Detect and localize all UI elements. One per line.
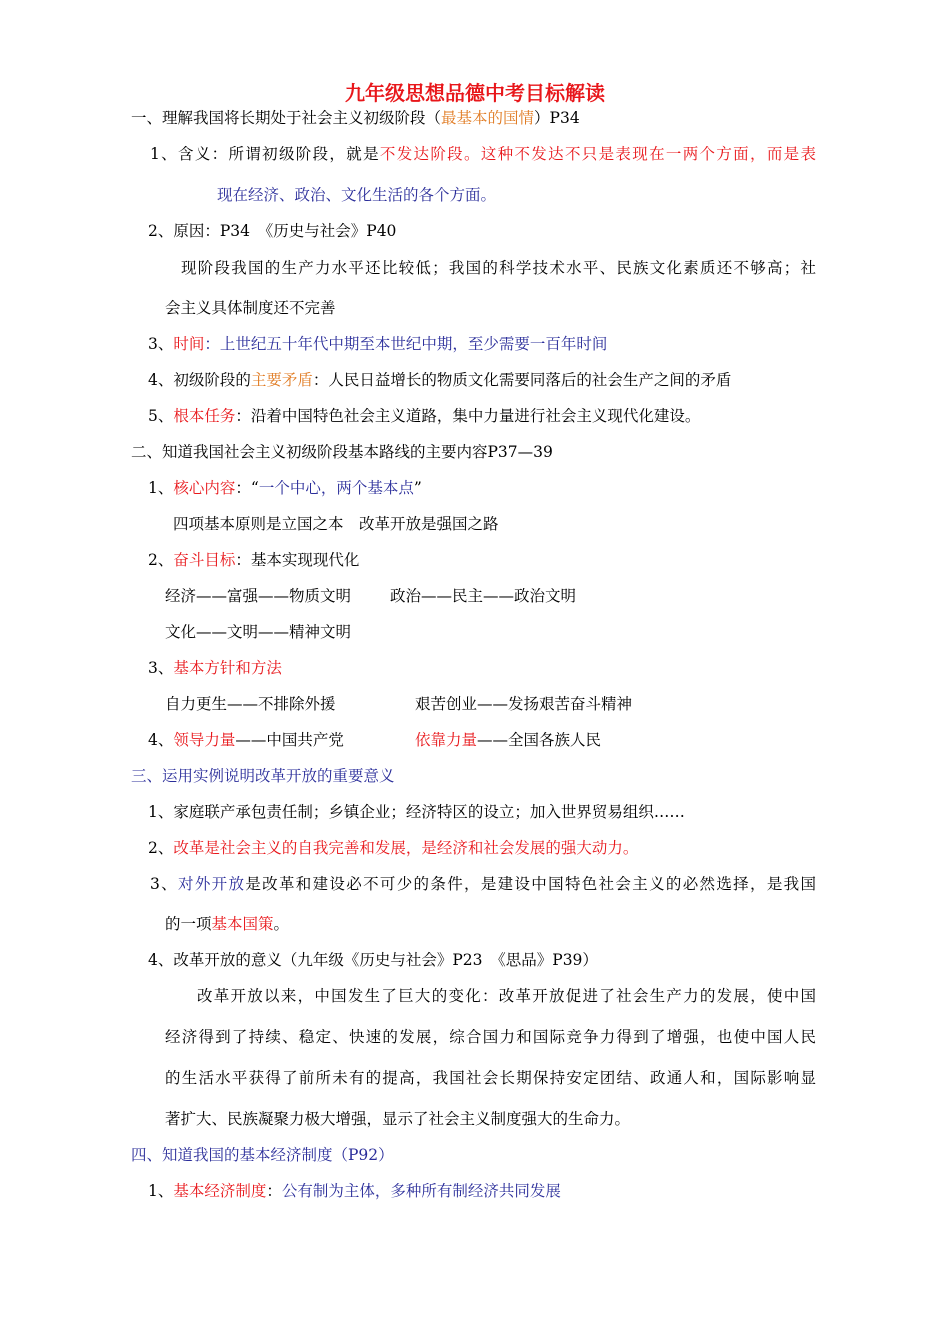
s1-item-4-keyword: 主要矛盾 <box>250 371 313 389</box>
s3-item-2 <box>148 838 638 858</box>
s1-item-1-continuation: 现在经济、政治、文化生活的各个方面。 <box>217 186 497 204</box>
s3-item-4-paragraph-line-3: 的生活水平获得了前所未有的提高，我国社会长期保持安定团结、政通人和，国际影响显 <box>165 1069 816 1087</box>
s1-item-3-number: 3、 <box>148 335 174 353</box>
s3-item-4-paragraph-line-1: 改革开放以来，中国发生了巨大的变化：改革开放促进了社会生产力的发展，使中国 <box>197 987 816 1005</box>
s1-item-4-label: 4、初级阶段的 <box>148 371 251 389</box>
s2-item-1 <box>148 478 422 498</box>
s2-item-4 <box>148 730 344 750</box>
s2-item-4-reliance <box>415 730 601 750</box>
s2-item-1-quote-open: ：“ <box>235 479 259 497</box>
s2-item-2 <box>148 550 359 570</box>
s1-item-5-keyword: 根本任务 <box>173 407 236 425</box>
s2-item-1-keyword: 核心内容 <box>173 479 236 497</box>
s3-item-3-continuation <box>165 914 289 934</box>
s1-item-3-keyword: 时间 <box>173 335 205 353</box>
s2-item-3-number: 3、 <box>148 659 174 677</box>
s4-item-1 <box>148 1181 561 1201</box>
s1-item-5-text: ：沿着中国特色社会主义道路，集中力量进行社会主义现代化建设。 <box>235 407 701 425</box>
section-1-heading <box>131 108 580 128</box>
s3-item-3 <box>150 874 816 894</box>
s1-item-4-text: ：人民日益增长的物质文化需要同落后的社会生产之间的矛盾 <box>312 371 732 389</box>
section-1-heading-text: 一、理解我国将长期处于社会主义初级阶段（ <box>131 109 442 127</box>
section-1-highlight: 最基本的国情 <box>441 109 535 127</box>
s1-item-3 <box>148 334 607 354</box>
s3-item-3-national-policy: 基本国策 <box>211 915 274 933</box>
s2-item-1-quote-close: ” <box>413 479 422 497</box>
s2-item-4-reliance-text: ——全国各族人民 <box>477 731 602 749</box>
s2-item-4-keyword-reliance: 依靠力量 <box>415 731 478 749</box>
s2-item-2-politics: 政治——民主——政治文明 <box>390 587 577 605</box>
s2-item-2-culture: 文化——文明——精神文明 <box>165 623 352 641</box>
s2-item-2-keyword: 奋斗目标 <box>173 551 236 569</box>
section-3-heading: 三、运用实例说明改革开放的重要意义 <box>131 767 395 785</box>
s4-item-1-number: 1、 <box>148 1182 174 1200</box>
s1-item-3-text: ：上世纪五十年代中期至本世纪中期，至少需要一百年时间 <box>204 335 608 353</box>
s2-item-1-principles: 四项基本原则是立国之本 改革开放是强国之路 <box>173 515 499 533</box>
s3-item-4: 4、改革开放的意义（九年级《历史与社会》P23 《思品》P39） <box>148 951 598 969</box>
s1-item-1 <box>150 144 816 164</box>
s3-item-3-text: 是改革和建设必不可少的条件，是建设中国特色社会主义的必然选择，是我国 <box>245 875 816 893</box>
s2-item-2-economy: 经济——富强——物质文明 <box>165 587 352 605</box>
s2-item-3-self-reliance: 自力更生——不排除外援 <box>165 695 336 713</box>
s4-item-1-keyword: 基本经济制度 <box>173 1182 267 1200</box>
s2-item-2-number: 2、 <box>148 551 174 569</box>
s2-item-4-leadership-text: ——中国共产党 <box>235 731 344 749</box>
s4-item-1-colon: ： <box>266 1182 282 1200</box>
s2-item-1-number: 1、 <box>148 479 174 497</box>
s3-item-1: 1、家庭联产承包责任制；乡镇企业；经济特区的设立；加入世界贸易组织…… <box>148 803 685 821</box>
s2-item-2-text: ：基本实现现代化 <box>235 551 360 569</box>
s1-item-4 <box>148 370 731 390</box>
s2-item-3-hard-work: 艰苦创业——发扬艰苦奋斗精神 <box>415 695 633 713</box>
s3-item-2-text: 改革是社会主义的自我完善和发展，是经济和社会发展的强大动力。 <box>173 839 639 857</box>
s3-item-3-number: 3、 <box>150 875 179 893</box>
s1-item-1-emphasis: 不发达阶段。这种不发达不只是表现在一两个方面，而是表 <box>379 145 816 163</box>
s4-item-1-text: 公有制为主体，多种所有制经济共同发展 <box>281 1182 561 1200</box>
section-1-page-ref: ）P34 <box>534 109 580 127</box>
s3-item-4-paragraph-line-4: 著扩大、民族凝聚力极大增强，显示了社会主义制度强大的生命力。 <box>165 1110 631 1128</box>
s1-item-5-number: 5、 <box>148 407 174 425</box>
s2-item-3 <box>148 658 282 678</box>
s1-item-2-paragraph-line-1: 现阶段我国的生产力水平还比较低；我国的科学技术水平、民族文化素质还不够高；社 <box>181 259 816 277</box>
section-2-heading: 二、知道我国社会主义初级阶段基本路线的主要内容P37—39 <box>131 443 553 461</box>
s1-item-5 <box>148 406 700 426</box>
s2-item-3-keyword: 基本方针和方法 <box>173 659 282 677</box>
s3-item-3-keyword: 对外开放 <box>178 875 246 893</box>
s2-item-4-number: 4、 <box>148 731 174 749</box>
s2-item-1-quote-text: 一个中心，两个基本点 <box>258 479 414 497</box>
s3-item-2-number: 2、 <box>148 839 174 857</box>
s1-item-2-paragraph-line-2: 会主义具体制度还不完善 <box>165 299 336 317</box>
document-title: 九年级思想品德中考目标解读 <box>345 81 605 105</box>
section-4-heading: 四、知道我国的基本经济制度（P92） <box>131 1146 394 1164</box>
s1-item-1-label: 1、含义：所谓初级阶段，就是 <box>150 145 380 163</box>
s3-item-3-cont-text: 的一项 <box>165 915 212 933</box>
s2-item-4-keyword-leadership: 领导力量 <box>173 731 236 749</box>
s3-item-3-period: 。 <box>273 915 290 933</box>
s3-item-4-paragraph-line-2: 经济得到了持续、稳定、快速的发展，综合国力和国际竞争力得到了增强，也使中国人民 <box>165 1028 816 1046</box>
s1-item-2: 2、原因：P34 《历史与社会》P40 <box>148 222 397 240</box>
